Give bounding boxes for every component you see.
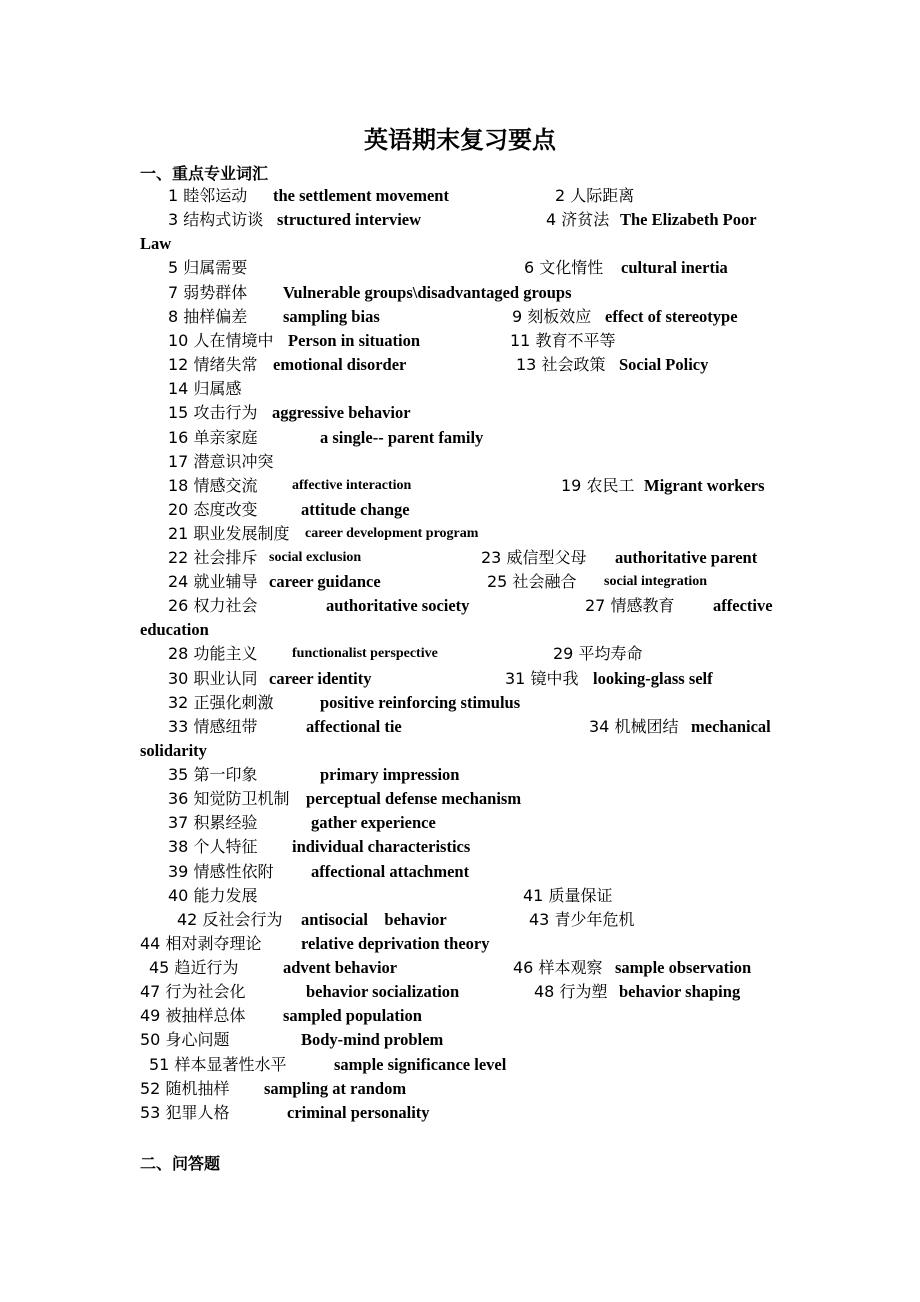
term-row bbox=[0, 909, 920, 931]
term-zh: 48 行为塑 bbox=[534, 982, 608, 1001]
term-zh: 46 样本观察 bbox=[513, 958, 603, 977]
term-row bbox=[0, 668, 920, 690]
term-zh: 14 归属感 bbox=[168, 379, 242, 398]
term-zh: 2 人际距离 bbox=[555, 186, 635, 205]
term-zh: 21 职业发展制度 bbox=[168, 524, 290, 543]
term-en: authoritative parent bbox=[615, 548, 758, 567]
term-en: functionalist perspective bbox=[292, 646, 438, 661]
term-en: cultural inertia bbox=[621, 258, 728, 277]
page-title: 英语期末复习要点 bbox=[364, 126, 556, 154]
term-en: antisocial behavior bbox=[301, 910, 447, 929]
term-row bbox=[0, 571, 920, 593]
term-zh: 52 随机抽样 bbox=[140, 1079, 230, 1098]
term-zh: 29 平均寿命 bbox=[553, 644, 643, 663]
term-row bbox=[0, 716, 920, 738]
term-en: career identity bbox=[269, 669, 372, 688]
term-row bbox=[0, 330, 920, 352]
term-row bbox=[0, 981, 920, 1003]
term-row-continuation bbox=[0, 740, 920, 762]
term-zh: 24 就业辅导 bbox=[168, 572, 258, 591]
term-zh: 53 犯罪人格 bbox=[140, 1103, 230, 1122]
term-row bbox=[0, 764, 920, 786]
term-en: sampling bias bbox=[283, 307, 380, 326]
term-row bbox=[0, 595, 920, 617]
term-zh: 23 威信型父母 bbox=[481, 548, 587, 567]
term-zh: 10 人在情境中 bbox=[168, 331, 274, 350]
term-zh: 41 质量保证 bbox=[523, 886, 613, 905]
term-en: The Elizabeth Poor bbox=[620, 210, 757, 229]
term-zh: 30 职业认同 bbox=[168, 669, 258, 688]
term-row bbox=[0, 1054, 920, 1076]
term-en: emotional disorder bbox=[273, 355, 407, 374]
term-zh: 47 行为社会化 bbox=[140, 982, 246, 1001]
term-zh: 18 情感交流 bbox=[168, 476, 258, 495]
term-row bbox=[0, 185, 920, 207]
term-en-continuation: solidarity bbox=[140, 741, 207, 760]
term-en: Body-mind problem bbox=[301, 1030, 444, 1049]
term-zh: 33 情感纽带 bbox=[168, 717, 258, 736]
term-zh: 15 攻击行为 bbox=[168, 403, 258, 422]
term-zh: 12 情绪失常 bbox=[168, 355, 258, 374]
term-zh: 11 教育不平等 bbox=[510, 331, 616, 350]
term-row bbox=[0, 643, 920, 665]
term-zh: 38 个人特征 bbox=[168, 837, 258, 856]
term-en: mechanical bbox=[691, 717, 771, 736]
term-en: Person in situation bbox=[288, 331, 421, 350]
term-zh: 37 积累经验 bbox=[168, 813, 258, 832]
term-en: perceptual defense mechanism bbox=[306, 789, 522, 808]
term-en: individual characteristics bbox=[292, 837, 471, 856]
term-row bbox=[0, 475, 920, 497]
term-en: gather experience bbox=[311, 813, 436, 832]
term-zh: 42 反社会行为 bbox=[177, 910, 283, 929]
term-en: behavior shaping bbox=[619, 982, 741, 1001]
term-zh: 4 济贫法 bbox=[546, 210, 610, 229]
term-row bbox=[0, 282, 920, 304]
term-row bbox=[0, 1005, 920, 1027]
term-row bbox=[0, 209, 920, 231]
term-zh: 43 青少年危机 bbox=[529, 910, 635, 929]
term-row bbox=[0, 957, 920, 979]
term-en: affectional attachment bbox=[311, 862, 470, 881]
term-row-continuation bbox=[0, 233, 920, 255]
term-zh: 26 权力社会 bbox=[168, 596, 258, 615]
term-zh: 28 功能主义 bbox=[168, 644, 258, 663]
term-row bbox=[0, 451, 920, 473]
term-row bbox=[0, 499, 920, 521]
term-en: criminal personality bbox=[287, 1103, 430, 1122]
term-zh: 25 社会融合 bbox=[487, 572, 577, 591]
term-en: sample significance level bbox=[334, 1055, 507, 1074]
term-zh: 20 态度改变 bbox=[168, 500, 258, 519]
term-zh: 1 睦邻运动 bbox=[168, 186, 248, 205]
term-row bbox=[0, 1102, 920, 1124]
term-en: authoritative society bbox=[326, 596, 470, 615]
term-row bbox=[0, 354, 920, 376]
term-zh: 27 情感教育 bbox=[585, 596, 675, 615]
term-en: career development program bbox=[305, 526, 479, 541]
term-en: affectional tie bbox=[306, 717, 402, 736]
term-en: looking-glass self bbox=[593, 669, 713, 688]
term-en: career guidance bbox=[269, 572, 381, 591]
term-row bbox=[0, 812, 920, 834]
term-row bbox=[0, 885, 920, 907]
term-en: sample observation bbox=[615, 958, 752, 977]
term-en: Social Policy bbox=[619, 355, 709, 374]
term-zh: 35 第一印象 bbox=[168, 765, 258, 784]
term-zh: 9 刻板效应 bbox=[512, 307, 592, 326]
term-zh: 19 农民工 bbox=[561, 476, 635, 495]
term-en: attitude change bbox=[301, 500, 410, 519]
term-en: relative deprivation theory bbox=[301, 934, 490, 953]
term-zh: 49 被抽样总体 bbox=[140, 1006, 246, 1025]
term-en: advent behavior bbox=[283, 958, 398, 977]
term-zh: 44 相对剥夺理论 bbox=[140, 934, 262, 953]
term-zh: 39 情感性依附 bbox=[168, 862, 274, 881]
term-zh: 17 潜意识冲突 bbox=[168, 452, 274, 471]
term-row bbox=[0, 427, 920, 449]
term-en: social integration bbox=[604, 574, 708, 589]
term-row bbox=[0, 836, 920, 858]
term-en: Migrant workers bbox=[644, 476, 765, 495]
term-row-continuation bbox=[0, 619, 920, 641]
term-en: the settlement movement bbox=[273, 186, 449, 205]
term-row bbox=[0, 523, 920, 545]
section-heading-vocabulary: 一、重点专业词汇 bbox=[140, 164, 269, 183]
term-en: behavior socialization bbox=[306, 982, 460, 1001]
term-en: primary impression bbox=[320, 765, 460, 784]
term-en: structured interview bbox=[277, 210, 422, 229]
term-zh: 40 能力发展 bbox=[168, 886, 258, 905]
term-row bbox=[0, 306, 920, 328]
term-zh: 7 弱势群体 bbox=[168, 283, 248, 302]
term-zh: 45 趋近行为 bbox=[149, 958, 239, 977]
term-zh: 16 单亲家庭 bbox=[168, 428, 258, 447]
term-zh: 6 文化惰性 bbox=[524, 258, 604, 277]
term-zh: 50 身心问题 bbox=[140, 1030, 230, 1049]
term-en: aggressive behavior bbox=[272, 403, 411, 422]
term-en-continuation: Law bbox=[140, 234, 172, 253]
term-en: affective interaction bbox=[292, 478, 412, 493]
term-en-continuation: education bbox=[140, 620, 209, 639]
section-heading-qa: 二、问答题 bbox=[140, 1154, 221, 1173]
term-en: positive reinforcing stimulus bbox=[320, 693, 521, 712]
term-row bbox=[0, 1029, 920, 1051]
term-row bbox=[0, 1078, 920, 1100]
term-zh: 34 机械团结 bbox=[589, 717, 679, 736]
term-zh: 32 正强化刺激 bbox=[168, 693, 274, 712]
term-row bbox=[0, 378, 920, 400]
term-zh: 36 知觉防卫机制 bbox=[168, 789, 290, 808]
term-row bbox=[0, 933, 920, 955]
term-en: effect of stereotype bbox=[605, 307, 738, 326]
term-en: sampling at random bbox=[264, 1079, 407, 1098]
term-en: sampled population bbox=[283, 1006, 422, 1025]
term-row bbox=[0, 788, 920, 810]
term-zh: 51 样本显著性水平 bbox=[149, 1055, 287, 1074]
term-row bbox=[0, 257, 920, 279]
term-row bbox=[0, 692, 920, 714]
term-en: social exclusion bbox=[269, 550, 362, 565]
term-en: affective bbox=[713, 596, 773, 615]
term-row bbox=[0, 547, 920, 569]
term-zh: 13 社会政策 bbox=[516, 355, 606, 374]
term-zh: 22 社会排斥 bbox=[168, 548, 258, 567]
term-zh: 31 镜中我 bbox=[505, 669, 579, 688]
term-zh: 3 结构式访谈 bbox=[168, 210, 264, 229]
term-zh: 5 归属需要 bbox=[168, 258, 248, 277]
term-row bbox=[0, 402, 920, 424]
term-row bbox=[0, 861, 920, 883]
term-zh: 8 抽样偏差 bbox=[168, 307, 248, 326]
term-en: a single-- parent family bbox=[320, 428, 484, 447]
term-en: Vulnerable groups\disadvantaged groups bbox=[283, 283, 572, 302]
